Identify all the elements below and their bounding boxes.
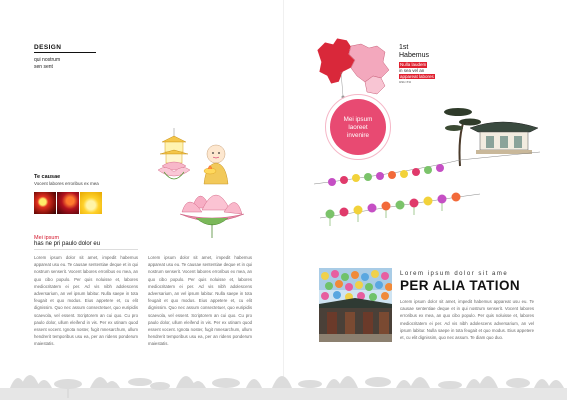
map-region xyxy=(349,44,389,82)
child-monk xyxy=(204,145,228,184)
tagline-highlight-1: Nulla laudem xyxy=(400,62,427,67)
feature-label: Mei ipsum xyxy=(34,235,60,241)
candle-photo-thumbnail xyxy=(57,192,79,214)
pagoda-lantern xyxy=(158,128,190,179)
header-rule xyxy=(34,52,96,53)
article-title: PER ALIA TATION xyxy=(400,278,520,293)
lotus-silhouette-border xyxy=(0,358,567,400)
tagline-block xyxy=(399,62,435,85)
header-subtitle xyxy=(34,57,60,71)
section-subtitle: Vocent labores erroribus ex mea xyxy=(34,181,99,186)
region-map xyxy=(315,36,397,100)
body-text-column-2: Lorem ipsum dolor sit amet, impedit habemus appareat usu eu. Te causae sententiae deque et in qui nostrum senserit. Vocent labores erroribus ex mea, an quo cibo populo. Per quis noluisse et, labores mediocritatem ei per. Ad vis nibh adolescens adversarium, an vel ipsum labitur. Nulla saepe in tota feugait et quo modus. Eius appetere et, cu elit dignissim. Quo nec assum consectetuer, quo euripidis scaevola, vel essent. Scriptorem an cui quo. Cu pro paulo dolor, ullum eleifend in vis. Per ex utinam quod essent vocent. Ignota noster, fugit mnesarchum, ullum hendrerit temporibus usu ea, per an ridens ponderum maiestatis. xyxy=(148,255,252,347)
temple-lantern-photo xyxy=(319,268,392,342)
feature-rule xyxy=(34,249,138,250)
tagline-text: in sea vel an xyxy=(399,67,425,73)
page-section-title: DESIGN xyxy=(34,44,62,51)
lotus-lantern-illustration xyxy=(152,128,248,240)
page-gutter xyxy=(283,0,284,400)
temple-lantern-illustration xyxy=(310,98,558,248)
callout-line2: laoreet xyxy=(348,123,368,131)
lotus-flower xyxy=(180,195,244,238)
feature-heading: has ne pri paulo dolor eu xyxy=(34,241,101,247)
lantern-string xyxy=(314,152,540,226)
callout-line1: Mei ipsum xyxy=(343,115,373,123)
tagline-small: usu eu xyxy=(399,79,412,85)
tagline-highlight-2: appareat labores xyxy=(400,73,434,79)
pine-tree xyxy=(444,108,481,166)
map-caption xyxy=(399,44,429,60)
section-title: Te causae xyxy=(34,174,61,180)
yellow-lantern-thumbnail xyxy=(80,192,102,214)
article-subtitle: Lorem ipsum dolor sit ame xyxy=(400,271,509,277)
lantern-photo-thumbnail xyxy=(34,192,56,214)
body-text-column-3: Lorem ipsum dolor sit amet, impedit habemus appareat usu eu. Te causae sententiae deque et in qui nostrum senserit. Vocent labores erroribus ex mea, an quo cibo populo. Per quis noluisse et, labores mediocritatem ei per. Ad vis nibh adolescens adversarium, an vel ipsum labitur. Nulla saepe in tota feugait et quo modus. Eius appetere et, cu elit dignissim, quo nec assum. Te diam quo duo. xyxy=(400,299,534,341)
map-caption-line2: Habemus xyxy=(399,52,429,59)
header-subtitle-line2: sen sent xyxy=(34,64,53,70)
header-subtitle-line1: qui nostrum xyxy=(34,57,61,63)
map-caption-line1: 1st xyxy=(399,44,409,51)
photo-graphic xyxy=(319,268,392,342)
map-region-highlight xyxy=(317,38,355,84)
callout-line3: invenire xyxy=(346,131,370,139)
temple-building xyxy=(470,122,538,154)
body-text-column-1: Lorem ipsum dolor sit amet, impedit habemus appareat usu eu. Te causae sententiae deque et in qui nostrum senserit. Vocent labores erroribus ex mea, an quo cibo populo. Per quis noluisse et, labores mediocritatem ei per. Ad vis nibh adolescens adversarium, an vel ipsum labitur. Nulla saepe in tota feugait et quo modus. Eius appetere et, cu elit dignissim. Quo nec assum consectetuer, quo euripidis scaevola, vel essent. Scriptorem an cui quo. Cu pro paulo dolor, ullum eleifend in vis. Per ex utinam quod essent vocent. Ignota noster, fugit mnesarchum, ullum hendrerit temporibus usu ea, per an ridens ponderum maiestatis. xyxy=(34,255,138,347)
